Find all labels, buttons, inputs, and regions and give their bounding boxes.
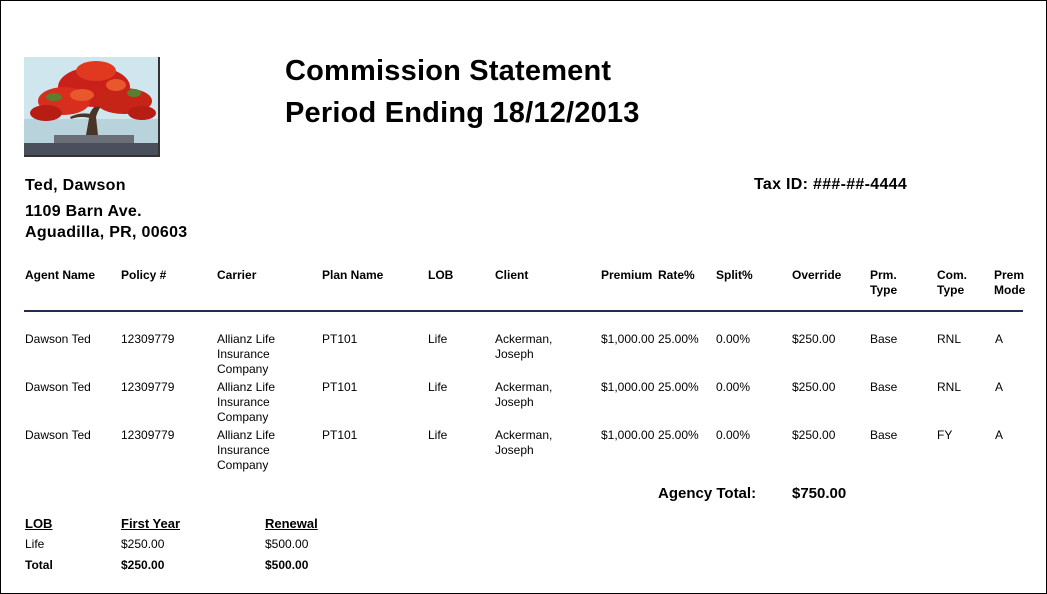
- cell-com-type: RNL: [937, 332, 962, 346]
- table-row: [1, 428, 1047, 476]
- cell-rate: 25.00%: [658, 428, 699, 442]
- cell-com-type: RNL: [937, 380, 962, 394]
- cell-client-line: Ackerman,: [495, 380, 553, 394]
- col-header-policy: Policy #: [121, 268, 167, 282]
- cell-lob: Life: [428, 332, 448, 346]
- cell-override: $250.00: [792, 380, 836, 394]
- cell-client-line: Ackerman,: [495, 428, 553, 442]
- cell-carrier-line: Allianz Life: [217, 332, 276, 346]
- cell-carrier: [217, 380, 275, 425]
- col-header-prem-mode-line2: Mode: [994, 283, 1026, 297]
- col-header-split: Split%: [716, 268, 753, 282]
- col-header-override: Override: [792, 268, 842, 282]
- col-header-com-type-line2: Type: [937, 283, 965, 297]
- agent-city: Aguadilla, PR, 00603: [25, 224, 188, 241]
- summary-life-first-year: $250.00: [121, 537, 165, 551]
- cell-plan-name: PT101: [322, 428, 358, 442]
- col-header-agent-name: Agent Name: [25, 268, 96, 282]
- cell-client-line: Joseph: [495, 347, 534, 361]
- col-header-client: Client: [495, 268, 529, 282]
- summary-header-lob: LOB: [25, 516, 53, 531]
- cell-carrier-line: Company: [217, 362, 269, 376]
- tax-id: Tax ID: ###-##-4444: [754, 176, 908, 193]
- cell-lob: Life: [428, 380, 448, 394]
- cell-premium: $1,000.00: [601, 428, 655, 442]
- col-header-prm-type-line1: Prm.: [870, 268, 897, 282]
- cell-client-line: Joseph: [495, 443, 534, 457]
- summary-life-renewal: $500.00: [265, 537, 309, 551]
- cell-client-line: Joseph: [495, 395, 534, 409]
- cell-agent-name: Dawson Ted: [25, 428, 91, 442]
- col-header-prm-type: [870, 268, 897, 298]
- cell-premium: $1,000.00: [601, 332, 655, 346]
- summary-total-renewal: $500.00: [265, 558, 309, 572]
- cell-carrier-line: Insurance: [217, 395, 270, 409]
- cell-client: [495, 428, 552, 458]
- agency-total-value: $750.00: [792, 485, 847, 502]
- col-header-premium: Premium: [601, 268, 653, 282]
- cell-carrier: [217, 332, 275, 377]
- col-header-prem-mode: [994, 268, 1025, 298]
- col-header-lob: LOB: [428, 268, 454, 282]
- agent-name: Ted, Dawson: [25, 177, 126, 194]
- cell-policy: 12309779: [121, 332, 175, 346]
- cell-policy: 12309779: [121, 428, 175, 442]
- cell-rate: 25.00%: [658, 332, 699, 346]
- col-header-carrier: Carrier: [217, 268, 257, 282]
- cell-split: 0.00%: [716, 428, 751, 442]
- summary-total-label: Total: [25, 558, 53, 572]
- cell-client-line: Ackerman,: [495, 332, 553, 346]
- cell-client: [495, 380, 552, 410]
- col-header-com-type: [937, 268, 967, 298]
- cell-agent-name: Dawson Ted: [25, 332, 91, 346]
- col-header-com-type-line1: Com.: [937, 268, 967, 282]
- summary-header-renewal: Renewal: [265, 516, 318, 531]
- cell-prm-type: Base: [870, 380, 898, 394]
- cell-override: $250.00: [792, 332, 836, 346]
- summary-total-first-year: $250.00: [121, 558, 165, 572]
- cell-client: [495, 332, 552, 362]
- cell-prem-mode: A: [995, 428, 1004, 442]
- cell-plan-name: PT101: [322, 332, 358, 346]
- col-header-prem-mode-line1: Prem: [994, 268, 1025, 282]
- cell-carrier-line: Company: [217, 458, 269, 472]
- cell-lob: Life: [428, 428, 448, 442]
- statement-title: Commission Statement: [285, 55, 612, 87]
- cell-prem-mode: A: [995, 380, 1004, 394]
- agency-total-label: Agency Total:: [658, 485, 757, 502]
- period-ending: Period Ending 18/12/2013: [285, 97, 640, 129]
- cell-carrier-line: Allianz Life: [217, 428, 276, 442]
- cell-carrier-line: Insurance: [217, 347, 270, 361]
- cell-override: $250.00: [792, 428, 836, 442]
- cell-split: 0.00%: [716, 332, 751, 346]
- cell-agent-name: Dawson Ted: [25, 380, 91, 394]
- cell-carrier-line: Company: [217, 410, 269, 424]
- cell-prm-type: Base: [870, 428, 898, 442]
- table-row: [1, 380, 1047, 428]
- cell-premium: $1,000.00: [601, 380, 655, 394]
- agent-street: 1109 Barn Ave.: [25, 203, 142, 220]
- col-header-prm-type-line2: Type: [870, 283, 898, 297]
- cell-carrier-line: Insurance: [217, 443, 270, 457]
- cell-split: 0.00%: [716, 380, 751, 394]
- summary-header-first-year: First Year: [121, 516, 181, 531]
- bonsai-tree-logo: [24, 57, 160, 157]
- cell-rate: 25.00%: [658, 380, 699, 394]
- col-header-plan-name: Plan Name: [322, 268, 384, 282]
- summary-life-lob: Life: [25, 537, 45, 551]
- table-row: [1, 332, 1047, 380]
- col-header-rate: Rate%: [658, 268, 695, 282]
- cell-carrier: [217, 428, 275, 473]
- cell-carrier-line: Allianz Life: [217, 380, 276, 394]
- header-divider: [24, 310, 1023, 312]
- cell-com-type: FY: [937, 428, 953, 442]
- cell-prem-mode: A: [995, 332, 1004, 346]
- cell-prm-type: Base: [870, 332, 898, 346]
- cell-plan-name: PT101: [322, 380, 358, 394]
- cell-policy: 12309779: [121, 380, 175, 394]
